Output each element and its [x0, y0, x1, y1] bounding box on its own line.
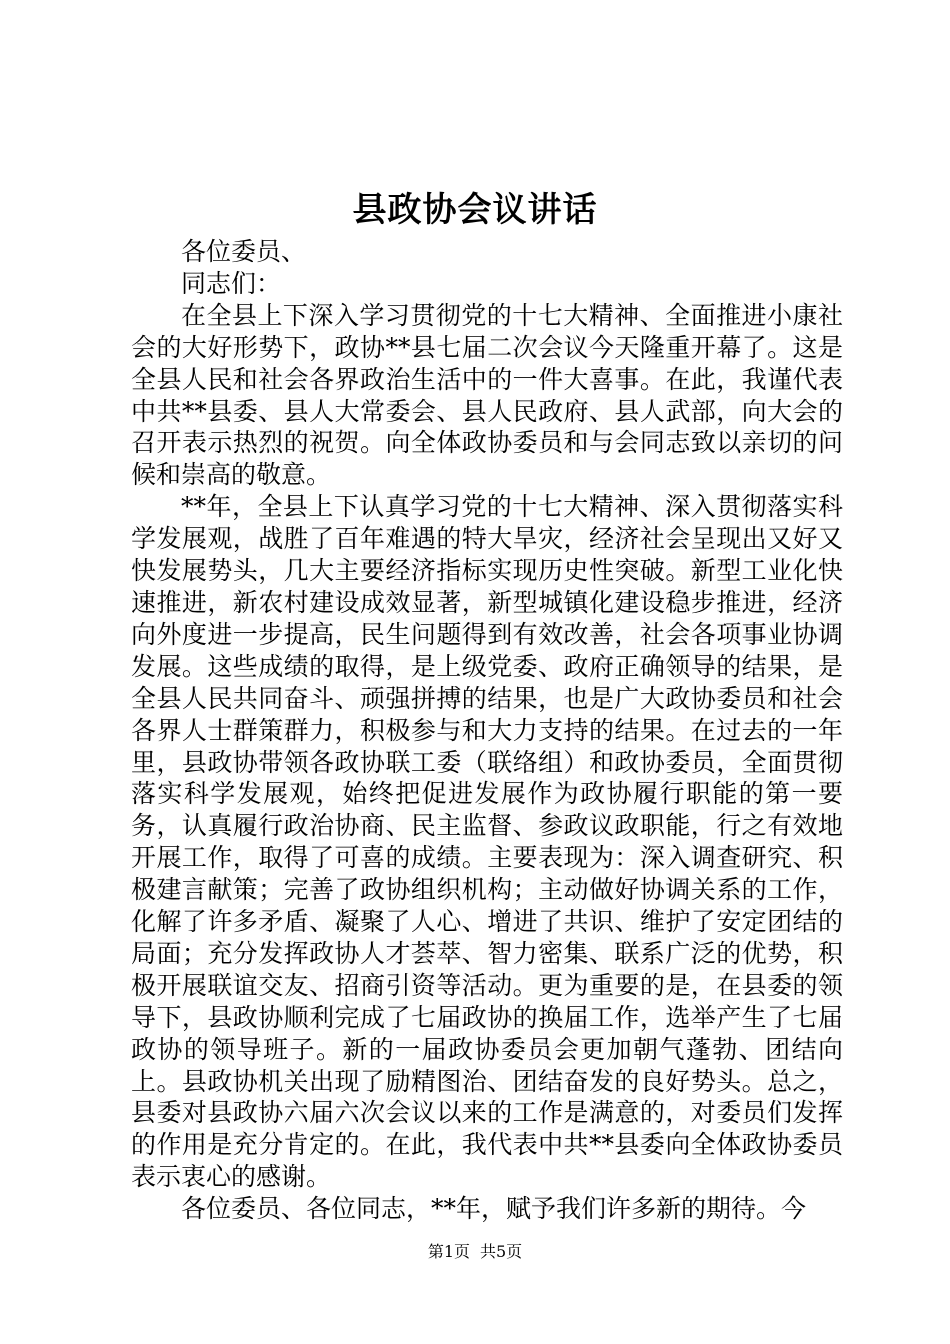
- document-title: 县政协会议讲话: [352, 190, 598, 230]
- salutation-line: 各位委员、: [181, 237, 307, 266]
- body-paragraph: 各位委员、各位同志，**年，赋予我们许多新的期待。今: [181, 1194, 807, 1224]
- body-paragraph: **年，全县上下认真学习党的十七大精神、深入贯彻落实科学发展观，战胜了百年难遇的特大旱灾，经济社会呈现出又好又快发展势头，几大主要经济指标实现历史性突破。新型工业化快速推进，新农村建设成效显著，新型城镇化建设稳步推进，经济向外度进一步提高，民生问题得到有效改善，社会各项事业协调发展。这些成绩的取得，是上级党委、政府正确领导的结果，是全县人民共同奋斗、顽强拼搏的结果，也是广大政协委员和社会各界人士群策群力，积极参与和大力支持的结果。在过去的一年里，县政协带领各政协联工委（联络组）和政协委员，全面贯彻落实科学发展观，始终把促进发展作为政协履行职能的第一要务，认真履行政治协商、民主监督、参政议政职能，行之有效地开展工作，取得了可喜的成绩。主要表现为：深入调查研究、积极建言献策；完善了政协组织机构；主动做好协调关系的工作，化解了许多矛盾、凝聚了人心、增进了共识、维护了安定团结的局面；充分发挥政协人才荟萃、智力密集、联系广泛的优势，积极开展联谊交友、招商引资等活动。更为重要的是，在县委的领导下，县政协顺利完成了七届政协的换届工作，选举产生了七届政协的领导班子。新的一届政协委员会更加朝气蓬勃、团结向上。县政协机关出现了励精图治、团结奋发的良好势头。总之，县委对县政协六届六次会议以来的工作是满意的，对委员们发挥的作用是充分肯定的。在此，我代表中共**县委向全体政协委员表示衷心的感谢。: [131, 492, 843, 1192]
- document-body: [131, 236, 843, 1225]
- salutation-line: 同志们：: [181, 268, 282, 298]
- page-total: 共5页: [480, 1242, 523, 1261]
- page-footer: [0, 1240, 950, 1264]
- page-number: 第1页: [427, 1242, 470, 1261]
- body-paragraph: 在全县上下深入学习贯彻党的十七大精神、全面推进小康社会的大好形势下，政协**县七届二次会议今天隆重开幕了。这是全县人民和社会各界政治生活中的一件大喜事。在此，我谨代表中共**县委、县人大常委会、县人民政府、县人武部，向大会的召开表示热烈的祝贺。向全体政协委员和与会同志致以亲切的问候和崇高的敬意。: [131, 300, 843, 490]
